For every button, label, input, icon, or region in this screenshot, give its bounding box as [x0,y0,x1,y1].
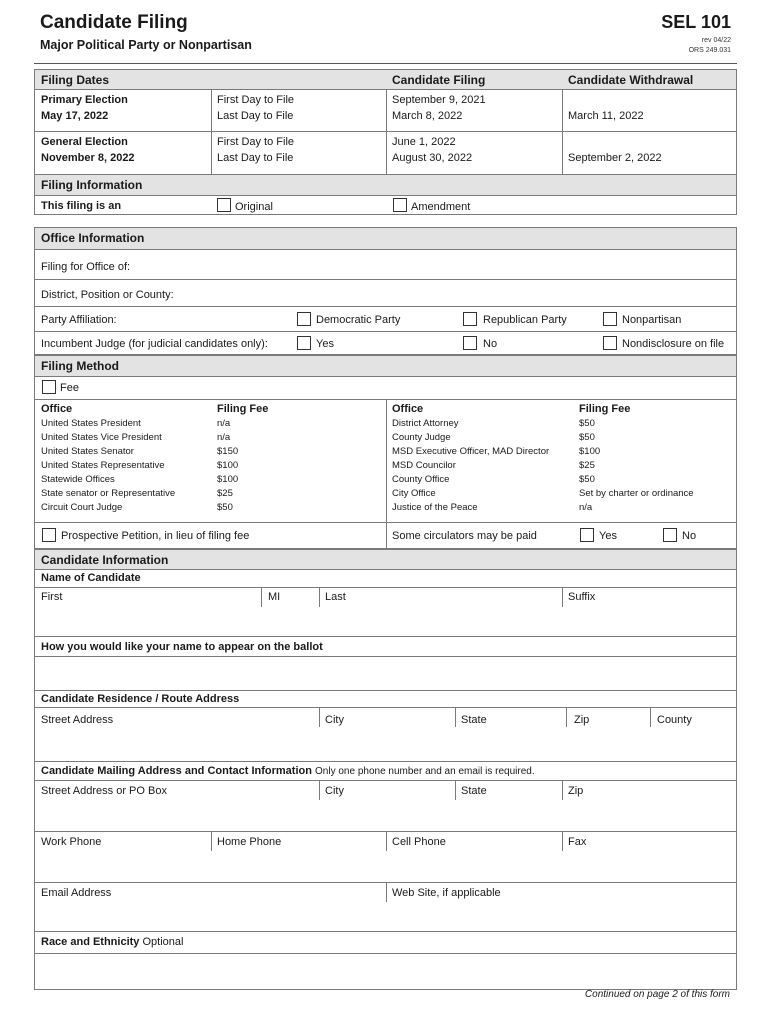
fee-row-office-left: United States Senator [41,446,134,457]
ballot-name-heading: How you would like your name to appear on the ballot [41,641,323,653]
incumbent-judge-label: Incumbent Judge (for judicial candidates only): [41,338,268,350]
fee-row-office-right: County Judge [392,432,451,443]
race-ethnicity-wrap [41,936,183,948]
form-page [34,8,737,948]
circulators-no-label: No [682,530,697,542]
fee-row-fee-right: $25 [579,460,595,471]
this-filing-label: This filing is an [41,200,122,212]
nondisclosure-checkbox[interactable] [603,336,617,350]
fee-row-fee-left: $50 [217,502,233,513]
primary-election-label: Primary Election [41,94,128,106]
residence-address-heading: Candidate Residence / Route Address [41,693,240,705]
work-phone-label[interactable]: Work Phone [41,836,102,848]
last-name-label[interactable]: Last [325,591,346,603]
incumbent-yes-checkbox[interactable] [297,336,311,350]
mailing-address-heading: Candidate Mailing Address and Contact Information [41,765,312,777]
primary-election-date: May 17, 2022 [41,110,109,122]
website-label[interactable]: Web Site, if applicable [392,887,501,899]
circulators-yes-checkbox[interactable] [580,528,594,542]
residence-county-label[interactable]: County [657,714,692,726]
prospective-petition-label: Prospective Petition, in lieu of filing fee [61,530,250,542]
filing-information-section [34,174,737,215]
democratic-party-label: Democratic Party [316,314,401,326]
candidate-information-heading: Candidate Information [41,553,169,567]
fee-label: Fee [60,382,79,394]
prospective-petition-checkbox[interactable] [42,528,56,542]
fee-row-office-left: Statewide Offices [41,474,115,485]
fee-row-fee-left: $150 [217,446,239,457]
residence-zip-label[interactable]: Zip [574,714,590,726]
residence-state-label[interactable]: State [461,714,487,726]
circulators-paid-label: Some circulators may be paid [392,530,537,542]
fee-row-fee-right: $50 [579,474,595,485]
suffix-label[interactable]: Suffix [568,591,596,603]
mailing-address-note: Only one phone number and an email is required. [315,766,535,777]
general-first-day-label: First Day to File [217,136,295,148]
home-phone-label[interactable]: Home Phone [217,836,282,848]
general-election-label: General Election [41,136,128,148]
fee-row-fee-left: $25 [217,488,233,499]
party-affiliation-label: Party Affiliation: [41,314,117,326]
office-column-right: Office [392,403,424,415]
fee-row-fee-left: $100 [217,460,239,471]
filing-fee-column-left: Filing Fee [217,403,269,415]
fee-row-office-left: United States Vice President [41,432,162,443]
amendment-checkbox[interactable] [393,198,407,212]
candidate-withdrawal-column: Candidate Withdrawal [568,73,694,87]
general-first-day-date: June 1, 2022 [392,136,456,148]
incumbent-no-label: No [483,338,498,350]
fee-row-office-left: United States Representative [41,460,165,471]
fee-row-office-right: MSD Executive Officer, MAD Director [392,446,550,457]
office-information-section [34,227,737,355]
primary-first-day-label: First Day to File [217,94,295,106]
primary-last-day-date: March 8, 2022 [392,110,463,122]
fee-row-fee-right: $50 [579,432,595,443]
name-of-candidate-heading: Name of Candidate [41,572,141,584]
primary-last-day-label: Last Day to File [217,110,294,122]
nonpartisan-checkbox[interactable] [603,312,617,326]
revision-text: rev 04/22 [701,37,731,44]
form-number: SEL 101 [661,12,731,32]
fee-checkbox[interactable] [42,380,56,394]
fee-row-office-left: Circuit Court Judge [41,502,123,513]
filing-method-header-bar [35,356,736,376]
district-label: District, Position or County: [41,289,174,301]
fee-row-office-right: County Office [392,474,450,485]
filing-information-heading: Filing Information [41,178,143,192]
filing-fee-column-right: Filing Fee [579,403,631,415]
democratic-party-checkbox[interactable] [297,312,311,326]
nondisclosure-label: Nondisclosure on file [622,338,725,350]
continued-footer: Continued on page 2 of this form [584,989,730,1000]
republican-party-label: Republican Party [483,314,567,326]
email-address-label[interactable]: Email Address [41,887,112,899]
mailing-zip-label[interactable]: Zip [568,785,584,797]
mailing-city-label[interactable]: City [325,785,344,797]
fee-row-office-right: District Attorney [392,418,459,429]
incumbent-no-checkbox[interactable] [463,336,477,350]
middle-initial-label[interactable]: MI [268,591,281,603]
form-revision [689,36,731,56]
form-header [34,8,737,64]
residence-city-label[interactable]: City [325,714,344,726]
fee-row-fee-right: Set by charter or ordinance [579,488,694,499]
general-last-day-date: August 30, 2022 [392,152,473,164]
fee-row-office-right: MSD Councilor [392,460,456,471]
filing-method-section [34,355,737,549]
office-information-heading: Office Information [41,231,145,245]
fee-row-office-left: State senator or Representative [41,488,176,499]
circulators-no-checkbox[interactable] [663,528,677,542]
incumbent-yes-label: Yes [316,338,334,350]
fee-row-fee-left: $100 [217,474,239,485]
fee-row-office-right: City Office [392,488,436,499]
fee-row-fee-right: $50 [579,418,595,429]
first-name-label[interactable]: First [41,591,63,603]
form-subtitle: Major Political Party or Nonpartisan [40,38,252,52]
residence-street-label[interactable]: Street Address [41,714,114,726]
circulators-yes-label: Yes [599,530,617,542]
general-election-date: November 8, 2022 [41,152,135,164]
fee-row-fee-left: n/a [217,432,231,443]
filing-dates-heading: Filing Dates [41,73,110,87]
general-last-day-label: Last Day to File [217,152,294,164]
primary-withdrawal-date: March 11, 2022 [568,110,644,122]
filing-dates-section [34,69,737,182]
race-ethnicity-heading: Race and Ethnicity [41,936,140,948]
fee-row-fee-right: n/a [579,502,593,513]
cell-phone-label[interactable]: Cell Phone [392,836,446,848]
statute-text: ORS 249.031 [688,47,731,54]
candidate-filing-column: Candidate Filing [392,73,486,87]
fee-row-office-left: United States President [41,418,141,429]
original-checkbox[interactable] [217,198,231,212]
fee-row-fee-right: $100 [579,446,601,457]
office-column-left: Office [41,403,73,415]
primary-first-day-date: September 9, 2021 [392,94,486,106]
filing-for-office-label: Filing for Office of: [41,261,131,273]
original-label: Original [235,201,273,213]
fee-row-office-right: Justice of the Peace [392,502,478,513]
race-ethnicity-note: Optional [142,936,184,948]
republican-party-checkbox[interactable] [463,312,477,326]
mailing-street-label[interactable]: Street Address or PO Box [41,785,167,797]
general-withdrawal-date: September 2, 2022 [568,152,662,164]
nonpartisan-label: Nonpartisan [622,314,682,326]
amendment-label: Amendment [411,201,471,213]
mailing-state-label[interactable]: State [461,785,487,797]
form-title: Candidate Filing [40,12,188,33]
mailing-address-heading-wrap [41,765,535,777]
filing-method-heading: Filing Method [41,359,119,373]
fax-label[interactable]: Fax [568,836,587,848]
candidate-information-section [34,549,737,990]
fee-row-fee-left: n/a [217,418,231,429]
